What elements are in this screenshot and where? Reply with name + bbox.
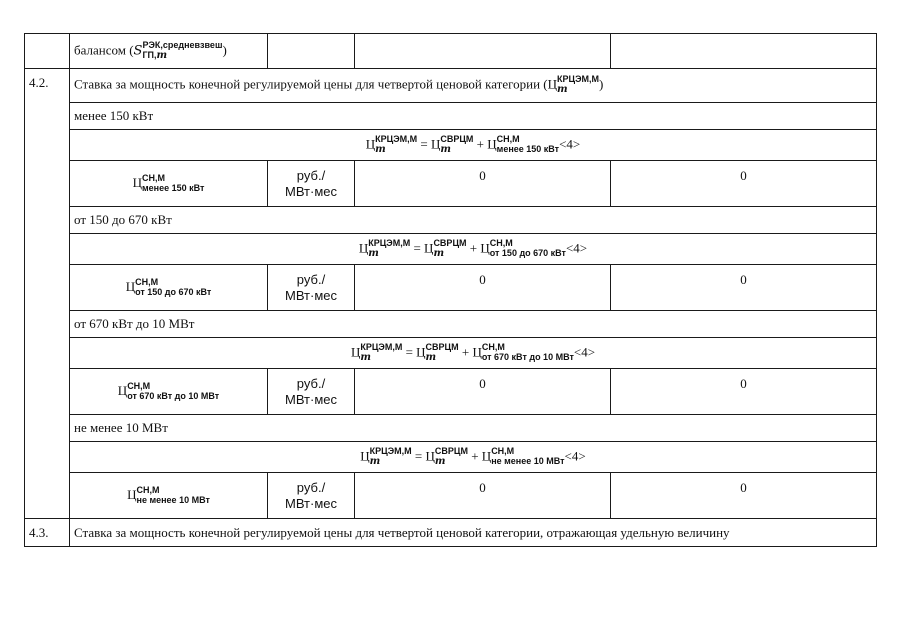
table-row-top	[25, 34, 877, 69]
formula-term2-sup: СН,М	[496, 134, 520, 144]
unit-line-2: МВт·мес	[284, 183, 338, 199]
formula-term2-symbol: Ц	[481, 447, 492, 463]
value-cell-2: 0	[611, 265, 877, 311]
formula-term2-symbol: Ц	[487, 135, 497, 151]
formula-lhs-symbol: Ц	[358, 239, 369, 255]
row-symbol-sup: СН,М	[141, 172, 165, 183]
tariff-table-body	[25, 34, 877, 519]
formula-term2-symbol: Ц	[480, 239, 490, 255]
formula-plus: +	[466, 239, 481, 255]
formula-term1-sup: СВРЦМ	[425, 341, 459, 352]
formula-term2-sub: от 150 до 670 кВт	[489, 248, 566, 258]
formula-lhs-sup: КРЦЭМ,М	[369, 445, 412, 456]
group-heading-row	[25, 103, 877, 130]
formula-term2-sub: от 670 кВт до 10 МВт	[481, 352, 574, 362]
formula-equals: =	[410, 239, 425, 255]
formula-cell	[70, 442, 877, 473]
unit-line-2: МВт·мес	[284, 495, 338, 511]
formula-term2-sub: не менее 10 МВт	[491, 456, 565, 466]
value-cell-1: 0	[355, 161, 611, 207]
section-title-superscript: КРЦЭМ,М	[557, 74, 599, 84]
row-symbol: Ц	[125, 278, 136, 294]
tariff-table	[24, 33, 877, 547]
formula-term1-symbol: Ц	[424, 239, 434, 255]
section-title-close: )	[598, 76, 604, 92]
formula-term1-symbol: Ц	[430, 135, 441, 151]
unit-cell	[268, 369, 355, 415]
row-symbol-sup: СН,М	[136, 484, 160, 495]
unit-line-2: МВт·мес	[284, 391, 338, 407]
formula-footnote-ref: <4>	[565, 239, 588, 255]
group-heading: от 670 кВт до 10 МВт	[70, 311, 877, 338]
formula-lhs-sup: КРЦЭМ,М	[375, 133, 418, 144]
formula-equals: =	[417, 135, 431, 151]
group-heading-row	[25, 415, 877, 442]
number-cell-empty	[25, 34, 70, 69]
section-title-symbol: Ц	[547, 76, 557, 92]
formula-term1-sub: m	[440, 143, 451, 155]
section-title-text: Ставка за мощность конечной регулируемой цены для четвертой ценовой категории (	[74, 76, 548, 92]
group-heading-row	[25, 207, 877, 234]
section-number-4-3: 4.3.	[25, 519, 70, 547]
formula-footnote-ref: <4>	[564, 447, 586, 463]
formula-plus: +	[458, 343, 473, 359]
formula-lhs-sub: m	[360, 351, 371, 363]
group-heading: от 150 до 670 кВт	[70, 207, 877, 234]
symbol-cell	[70, 265, 268, 311]
formula-lhs-sub: m	[368, 247, 379, 259]
balance-subscript: ГП,	[142, 49, 157, 60]
formula-cell	[70, 338, 877, 369]
formula-term2-sup: СН,М	[481, 342, 505, 352]
unit-cell	[268, 473, 355, 519]
unit-line-1: руб./	[296, 375, 326, 391]
section-row-4-3	[25, 519, 877, 547]
value-cell-1: 0	[355, 265, 611, 311]
formula-plus: +	[473, 135, 488, 151]
formula-term1-symbol: Ц	[416, 343, 426, 359]
formula-lhs-sup: КРЦЭМ,М	[360, 341, 403, 352]
row-symbol: Ц	[127, 486, 137, 502]
formula-term1-sup: СВРЦМ	[434, 445, 468, 456]
section-title-4-2	[70, 69, 877, 103]
formula-row	[25, 338, 877, 369]
formula-row	[25, 442, 877, 473]
balance-subscript-m: m	[156, 49, 168, 61]
row-symbol: Ц	[117, 382, 128, 398]
unit-cell	[268, 161, 355, 207]
formula-row	[25, 234, 877, 265]
balance-close: )	[222, 41, 227, 57]
formula-term1-sub: m	[425, 351, 437, 363]
row-symbol-sub: не менее 10 МВт	[136, 494, 210, 505]
formula-term2-sup: СН,М	[489, 238, 513, 248]
empty-cell	[268, 34, 355, 69]
formula-cell	[70, 234, 877, 265]
section-title-4-3: Ставка за мощность конечной регулируемой цены для четвертой ценовой категории, отражающая удельную величину	[70, 519, 877, 547]
row-symbol-sub: менее 150 кВт	[141, 182, 205, 193]
value-cell-2: 0	[611, 473, 877, 519]
formula-term1-sup: СВРЦМ	[440, 133, 474, 144]
unit-cell	[268, 265, 355, 311]
formula-lhs-sub: m	[375, 143, 386, 155]
row-symbol-sub: от 150 до 670 кВт	[135, 286, 212, 297]
row-symbol-sup: СН,М	[127, 380, 151, 391]
row-symbol: Ц	[132, 174, 142, 190]
section-number-4-2: 4.2.	[25, 69, 70, 519]
balance-label: балансом (	[74, 41, 134, 57]
value-row	[25, 369, 877, 415]
formula-lhs-sup: КРЦЭМ,М	[368, 237, 411, 248]
formula-equals: =	[411, 447, 426, 463]
row-symbol-sub: от 670 кВт до 10 МВт	[127, 390, 220, 401]
formula-equals: =	[402, 343, 417, 359]
group-heading-row	[25, 311, 877, 338]
formula-lhs-symbol: Ц	[350, 343, 361, 359]
section-title-subscript: m	[557, 84, 568, 95]
group-heading: менее 150 кВт	[70, 103, 877, 130]
formula-term1-sub: m	[433, 247, 445, 259]
unit-line-1: руб./	[296, 167, 326, 183]
symbol-cell	[70, 369, 268, 415]
empty-cell	[355, 34, 611, 69]
value-cell-1: 0	[355, 473, 611, 519]
row-symbol-sup: СН,М	[135, 276, 159, 287]
formula-row	[25, 130, 877, 161]
formula-cell	[70, 130, 877, 161]
value-row	[25, 161, 877, 207]
value-cell-1: 0	[355, 369, 611, 415]
balance-symbol: S	[133, 42, 143, 58]
formula-lhs-sub: m	[369, 455, 381, 467]
formula-footnote-ref: <4>	[573, 343, 596, 359]
formula-footnote-ref: <4>	[559, 135, 581, 151]
section-row-4-2	[25, 69, 877, 103]
unit-line-2: МВт·мес	[284, 287, 338, 303]
formula-term1-sub: m	[434, 455, 446, 467]
formula-term2-symbol: Ц	[472, 343, 482, 359]
formula-lhs-symbol: Ц	[360, 447, 370, 463]
value-row	[25, 473, 877, 519]
formula-term1-symbol: Ц	[425, 447, 435, 463]
unit-line-1: руб./	[296, 479, 326, 495]
formula-term2-sub: менее 150 кВт	[496, 144, 560, 154]
unit-line-1: руб./	[296, 271, 326, 287]
tariff-table-tail	[25, 519, 877, 547]
value-cell-2: 0	[611, 161, 877, 207]
formula-term2-sup: СН,М	[491, 446, 515, 456]
value-row	[25, 265, 877, 311]
empty-cell	[611, 34, 877, 69]
balance-superscript: РЭК,средневзвеш	[142, 39, 223, 50]
group-heading: не менее 10 МВт	[70, 415, 877, 442]
formula-term1-sup: СВРЦМ	[433, 237, 467, 248]
symbol-cell	[70, 473, 268, 519]
formula-lhs-symbol: Ц	[365, 135, 376, 151]
symbol-cell	[70, 161, 268, 207]
value-cell-2: 0	[611, 369, 877, 415]
formula-plus: +	[467, 447, 482, 463]
balance-cell	[70, 34, 268, 69]
